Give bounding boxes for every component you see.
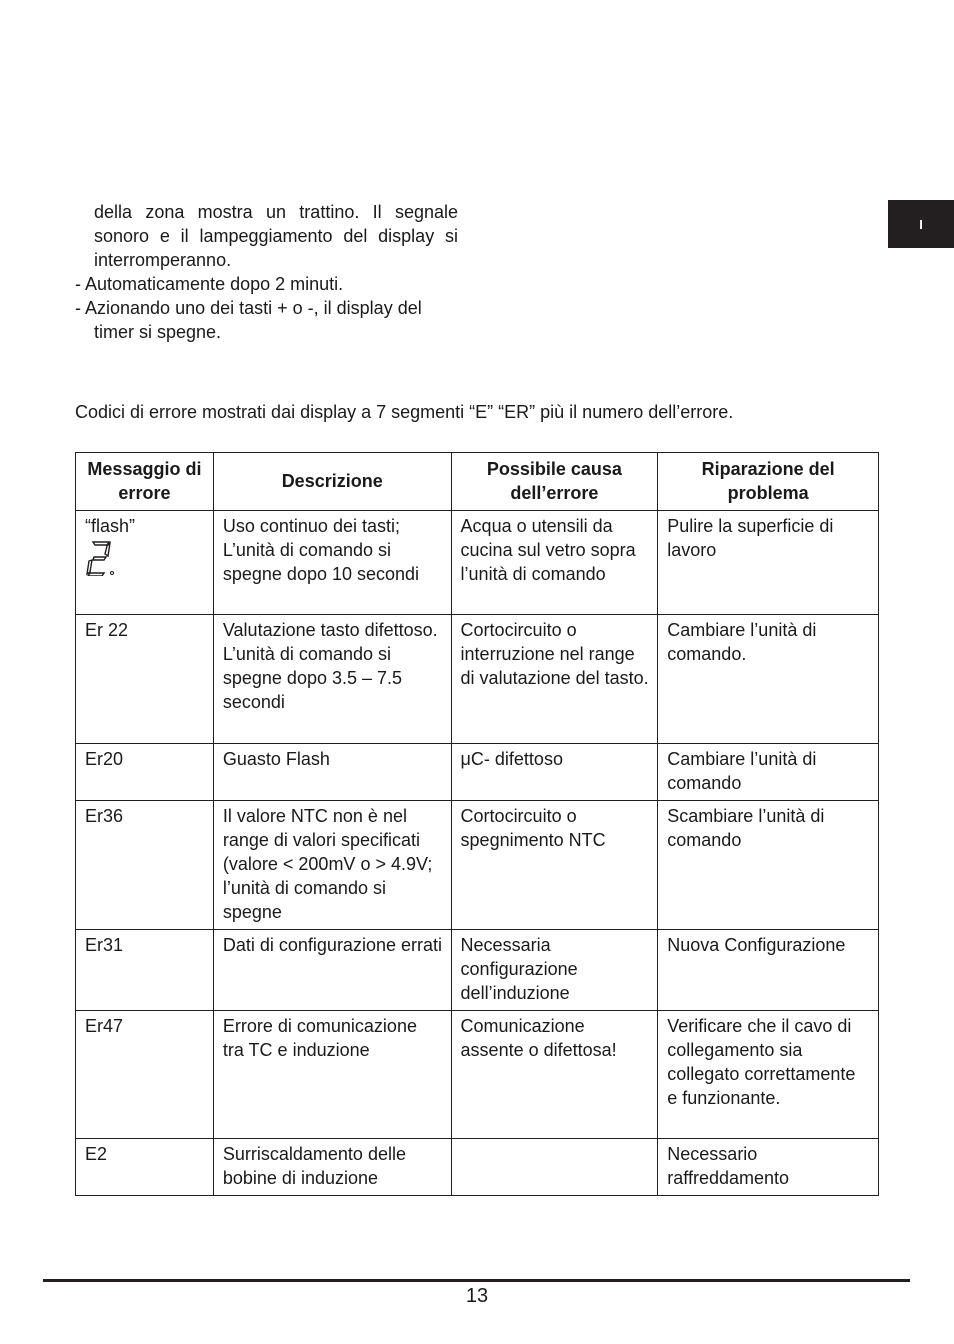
table-cell: Cortocircuito o interruzione nel range di valutazione del tasto. [451,615,658,744]
table-cell: E2 [76,1139,214,1196]
language-tab [888,200,954,248]
table-header-row [76,453,879,511]
header-possible-cause: Possibile causa dell’errore [451,453,658,511]
table-row [76,511,879,615]
language-tab-label: I [919,216,923,232]
header-repair: Riparazione del problema [658,453,879,511]
table-row [76,801,879,930]
table-cell: Er 22 [76,615,214,744]
table-cell: Er20 [76,744,214,801]
header-description: Descrizione [213,453,451,511]
table-cell [76,511,214,615]
table-row [76,744,879,801]
table-cell: Cambiare l’unità di comando [658,744,879,801]
table-cell: Valutazione tasto difettoso. L’unità di comando si spegne dopo 3.5 – 7.5 secondi [213,615,451,744]
table-cell: Verificare che il cavo di collegamento sia collegato correttamente e funzionante. [658,1011,879,1139]
table-cell: Necessaria configurazione dell’induzione [451,930,658,1011]
table-cell: Surriscaldamento delle bobine di induzione [213,1139,451,1196]
table-cell: μC- difettoso [451,744,658,801]
table-cell: Il valore NTC non è nel range di valori specificati (valore < 200mV o > 4.9V; l’unità di comando si spegne [213,801,451,930]
table-cell: Cambiare l’unità di comando. [658,615,879,744]
table-cell: Cortocircuito o spegnimento NTC [451,801,658,930]
intro-continuation: della zona mostra un trattino. Il segnale sonoro e il lampeggiamento del display si interromperanno. [94,202,458,270]
error-code: “flash” [85,516,136,536]
intro-bullet-1: - Automaticamente dopo 2 minuti. [75,274,344,294]
table-cell [451,1139,658,1196]
error-table [75,452,879,1196]
table-cell: Comunicazione assente o difettosa! [451,1011,658,1139]
table-row [76,1011,879,1139]
table-cell: Errore di comunicazione tra TC e induzione [213,1011,451,1139]
table-cell: Er31 [76,930,214,1011]
table-cell: Guasto Flash [213,744,451,801]
table-cell: Nuova Configurazione [658,930,879,1011]
seven-segment-icon [85,540,115,576]
table-cell: Er47 [76,1011,214,1139]
table-cell: Dati di configurazione errati [213,930,451,1011]
page-number: 13 [465,1285,489,1307]
table-cell: Er36 [76,801,214,930]
table-cell: Scambiare l’unità di comando [658,801,879,930]
table-row [76,615,879,744]
intro-bullet-2: - Azionando uno dei tasti + o -, il display del timer si spegne. [75,298,422,342]
table-cell: Pulire la superficie di lavoro [658,511,879,615]
error-codes-intro: Codici di errore mostrati dai display a 7 segmenti “E” “ER” più il numero dell’errore. [75,402,734,422]
footer-rule [43,1279,910,1282]
table-cell: Acqua o utensili da cucina sul vetro sopra l’unità di comando [451,511,658,615]
table-cell: Uso continuo dei tasti; L’unità di comando si spegne dopo 10 secondi [213,511,451,615]
table-row [76,930,879,1011]
header-error-message: Messaggio di errore [76,453,214,511]
intro-text [75,200,458,344]
table-cell: Necessario raffreddamento [658,1139,879,1196]
table-row [76,1139,879,1196]
